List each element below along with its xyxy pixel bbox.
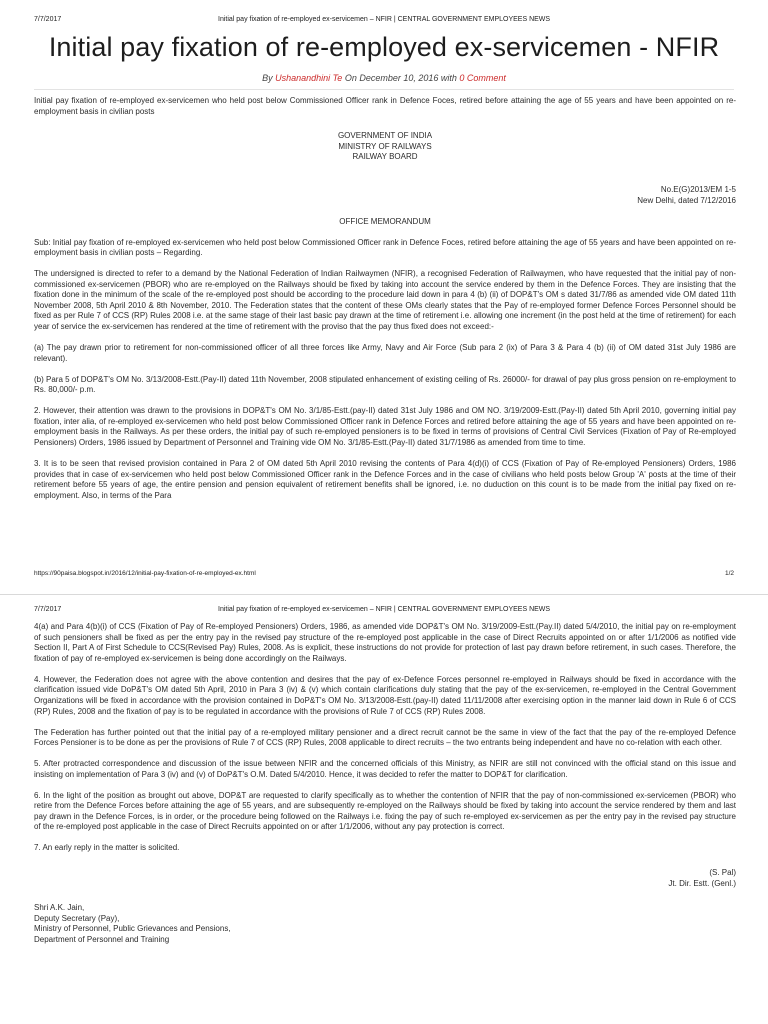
byline: [0, 73, 768, 83]
paragraph-5: 5. After protracted correspondence and discussion of the issue between NFIR and the concerned officials of this Ministry, as NFIR are still not convinced with the official stand on this issue and insisting on implementation of Para 3 (iv) and (v) of DoP&T's O.M. Dated 5/4/2010. Hence, it was decided to refer the matter to DOP&T for clarification.: [34, 759, 736, 779]
paragraph-4b: The Federation has further pointed out that the initial pay of a re-employed military pensioner and a direct recruit cannot be the same in view of the fact that the pay of the re-employed Defence Forces Pensioner is to be done as per the provisions of Rule 7 of CCS (RP) Rules, 2008 applicable to direct recruits – the two entrants being independent and have no co-relation with each other.: [34, 727, 736, 748]
intro-paragraph: Initial pay fixation of re-employed ex-servicemen who held post below Commissioned Officer rank in Defence Foces, retired before attaining the age of 55 years and have been appointed on re-employment basis in civilian posts: [34, 96, 736, 116]
page-separator: [0, 594, 768, 595]
footer-page-number: 1/2: [724, 570, 734, 577]
signatory-title: Jt. Dir. Estt. (Genl.): [668, 878, 736, 888]
comments-link[interactable]: 0 Comment: [459, 73, 506, 83]
reference-date: New Delhi, dated 7/12/2016: [637, 195, 736, 205]
byline-date: On December 10, 2016 with: [344, 73, 457, 83]
signatory-name: (S. Pal): [709, 868, 736, 878]
paragraph-2: 2. However, their attention was drawn to the provisions in DOP&T's OM No. 3/1/85-Estt.(pay-II) dated 31st July 1986 and OM NO. 3/19/2009-Estt.(Pay-II) dated 5th April 2010, governing initial pay fixation, inter alia, of re-employed ex-servicemen who held post below Commissioned Officer rank in Defence Forces and retired before attaining the age of 55 years and have been appointed on re-employment basis in the Railways. As per these orders, the initial pay of such re-employed pensioners is to be fixed in terms of provisions of Central Civil Services (Fixation of Pay of Re-employed Pensioners) Orders, 1986 issued by Department of Personnel and Training vide OM No. 3/1/85-Estt.(Pay-II) dated 31/7/1986 as amended from time to time.: [34, 406, 736, 447]
reference-number: No.E(G)2013/EM 1-5: [660, 184, 736, 194]
addressee-line: Deputy Secretary (Pay),: [34, 913, 120, 923]
signature-block: [34, 868, 736, 889]
article-title: Initial pay fixation of re-employed ex-servicemen - NFIR: [48, 32, 720, 62]
paragraph-1: The undersigned is directed to refer to a demand by the National Federation of Indian Railwaymen (NFIR), a recognised Federation of Railwaymen, who have requested that the initial pay of non-commissioned ex-servicemen (PBOR) who are re-employed on the Railways should be fixed by taking into account the service endered by them in the Defence Forces. They are insisting that the fixation done in the minimum of the scale of the re-employed post should be according to the procedure laid down in para 4 (b) (ii) of DOP&T's OM s dated 31/7/86 as amended vide OM dated 11th November 2008, 5th April 2010 & 8th November, 2010. The Federation states that the content of these OMs clearly states that the Pay of re-employed former Defence Forces Personnel should be fixed as per Rule 7 of CCS (RP) Rules 2008 i.e. at the same stage of their last basic pay drawn at the time of retirement i.e. allowing one increment (in the post held at the time of retirement) for each year of service the ex-servicemen has rendered at the time of retirement with the proviso that the pay thus fixed does not exceed:-: [34, 269, 736, 332]
footer-url[interactable]: https://90paisa.blogspot.in/2016/12/initial-pay-fixation-of-re-employed-ex.html: [34, 570, 256, 577]
gov-line: MINISTRY OF RAILWAYS: [338, 141, 432, 151]
paragraph-7: 7. An early reply in the matter is solicited.: [34, 843, 180, 853]
paragraph-6: 6. In the light of the position as brought out above, DOP&T are requested to clarify specifically as to whether the contention of NFIR that the pay of non-commissioned ex-servicemen (PBOR) who retire from the Defence Forces before attaining the age of 55 years, and are subsequently re-employed on the Railways should be fixed by taking into account the service rendered by them and last pay drawn in the Defence Forces, is in order, or the procedure being followed on the Railways i.e. fixing the pay of such re-employed ex-servicemen as per the entry pay in the revised pay structure of the re-employed post applicable in the case of Direct Recruits appointed on or after 1/1/2006, without any pay protection is correct.: [34, 790, 736, 832]
print-title: Initial pay fixation of re-employed ex-servicemen – NFIR | CENTRAL GOVERNMENT EMPLOYEES NEWS: [218, 16, 551, 23]
memo-title: OFFICE MEMORANDUM: [339, 216, 431, 226]
paragraph-4: 4. However, the Federation does not agree with the above contention and desires that the pay of ex-Defence Forces personnel re-employed in Railways should be fixed in accordance with the clarification issued vide DoP&T's OM dated 5th April, 2010 in Para 3 (iv) & (v) which contain clarifications duly stating that the pay of the ex-servicemen, re-employed in the Central Government Organizations will be fixed in accordance with the provision contained in DoP&T's OM No. 3/13/2008-Estt.(pay-II) dated 11/11/2008 after exercising option in the manner laid down in Rule 6 of CCS (RP) Rules, 2008 and the fixation of pay is to be regulated in accordance with the provisions of Rule 7 of CCS (RP) Rules 2008.: [34, 674, 736, 716]
paragraph-3: 3. It is to be seen that revised provision contained in Para 2 of OM dated 5th April 2010 revising the contents of Para 4(d)(i) of CCS (Fixation of Pay of Re-employed Pensioners) Orders, 1986 provides that in case of ex-servicemen who held post below Commissioned Officer rank in the Defence Forces and in the case of civilians who held posts below Group 'A' posts at the time of their retirement before 55 years of age, the entire pension and pension equivalent of retirement benefits shall be ignored, i.e. no duduction on this count is to be made from the initial pay fixed on re-employment. Also, in terms of the Para: [34, 458, 736, 500]
byline-by: By: [262, 73, 273, 83]
reference-block: [34, 185, 736, 206]
addressee-line: Shri A.K. Jain,: [34, 903, 85, 913]
print-date: 7/7/2017: [34, 16, 62, 23]
author-link[interactable]: Ushanandhini Te: [275, 73, 343, 83]
gov-heading: [34, 131, 736, 163]
subject-paragraph: Sub: Initial pay fixation of re-employed ex-servicemen who held post below Commissioned Officer rank in Defence Foces, retired before attaining the age of 55 years and have been appointed on re-employment basis in civilian posts – Regarding.: [34, 237, 736, 258]
gov-line: RAILWAY BOARD: [352, 152, 418, 162]
gov-line: GOVERNMENT OF INDIA: [337, 131, 433, 141]
page2-body: [34, 622, 736, 946]
page1-body: [34, 96, 736, 512]
title-divider: [34, 89, 734, 90]
addressee-line: Department of Personnel and Training: [34, 935, 170, 945]
addressee-block: [34, 903, 736, 945]
addressee-line: Ministry of Personnel, Public Grievances and Pensions,: [34, 924, 231, 934]
paragraph-1a: (a) The pay drawn prior to retirement for non-commissioned officer of all three forces like Army, Navy and Air Force (Sub para 2 (ix) of Para 3 & Para 4 (b) (ii) of OM dated 31st July 1986 are relevant).: [34, 343, 736, 363]
paragraph-1b: (b) Para 5 of DOP&T's OM No. 3/13/2008-Estt.(Pay-II) dated 11th November, 2008 stipulated enhancement of existing ceiling of Rs. 26000/- for drawal of pay plus gross pension on re-employment to Rs. 80,000/- p.m.: [34, 374, 736, 395]
paragraph-3-continued: 4(a) and Para 4(b)(i) of CCS (Fixation of Pay of Re-employed Pensioners) Orders, 1986, as amended vide DOP&T's OM No. 3/19/2009-Estt.(Pay.II) dated 5/4/2010, the initial pay on re-employment of such pensioners shall be fixed as per the entry pay in the revised pay structure of the re-employed post applicable in the case of Direct Recruits appointed on or after 1/1/2006 as notified vide Section II, Part A of First Schedule to CCS(Revised Pay) Rules, 2008. As is explicit, these instructions do not provide for protection of last pay drawn before retirement, in such cases. Therefore, the fixation of pay of re-employed ex-servicemen is being done accordingly on the Railways.: [34, 622, 736, 663]
print-date: 7/7/2017: [34, 606, 62, 613]
print-title: Initial pay fixation of re-employed ex-servicemen – NFIR | CENTRAL GOVERNMENT EMPLOYEES NEWS: [218, 606, 551, 613]
